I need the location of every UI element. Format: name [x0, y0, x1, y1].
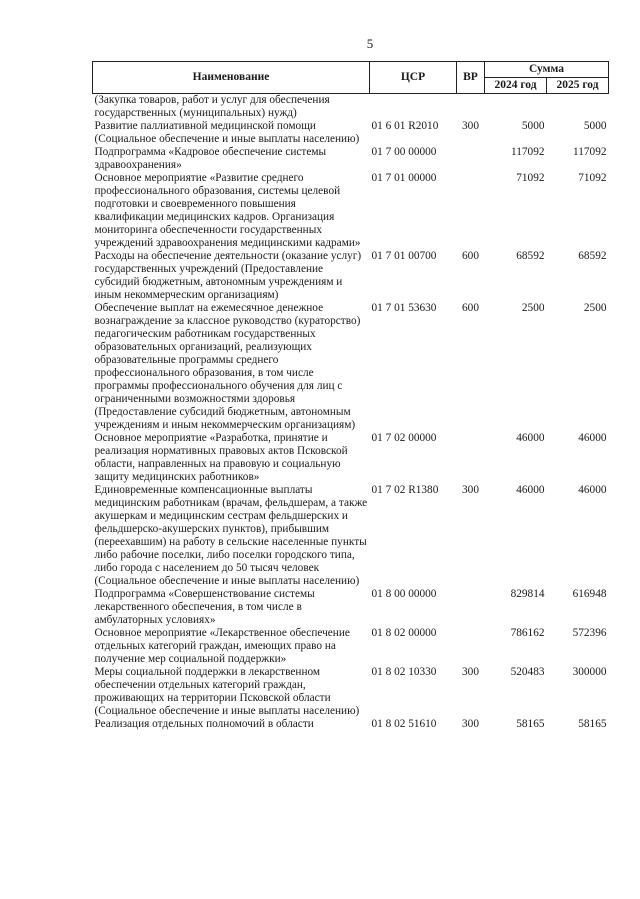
cell-name: Основное мероприятие «Разработка, принятие и реализация нормативных правовых актов Псковской области, направленных на правовую и социальную защиту медицинских работников»	[94, 432, 348, 483]
budget-table	[92, 61, 609, 731]
header-vr: ВР	[457, 62, 485, 94]
cell-sum-2024: 5000	[521, 120, 545, 132]
cell-csr: 01 7 01 00000	[371, 172, 437, 184]
cell-csr: 01 7 00 00000	[371, 146, 437, 158]
header-year-2024: 2024 год	[485, 78, 547, 94]
table-row	[93, 120, 609, 146]
cell-sum-2024: 46000	[516, 484, 545, 496]
cell-vr: 600	[462, 250, 479, 262]
cell-csr	[370, 94, 457, 121]
table-row	[93, 146, 609, 172]
table-row	[93, 250, 609, 302]
cell-sum-2025: 46000	[578, 484, 607, 496]
cell-sum-2024: 58165	[516, 718, 545, 730]
cell-csr: 01 8 02 10330	[371, 666, 437, 678]
cell-sum-2024: 520483	[510, 666, 545, 678]
table-row	[93, 627, 609, 666]
cell-vr: 600	[462, 302, 479, 314]
cell-vr	[457, 94, 485, 121]
cell-name: Развитие паллиативной медицинской помощи (Социальное обеспечение и иные выплаты населению)	[94, 120, 360, 145]
table-row	[93, 94, 609, 121]
page-number: 5	[366, 36, 374, 51]
cell-sum-2024: 71092	[516, 172, 545, 184]
cell-vr: 300	[462, 484, 479, 496]
header-name: Наименование	[93, 62, 370, 94]
cell-csr: 01 7 02 00000	[371, 432, 437, 444]
cell-sum-2025: 117092	[573, 146, 607, 158]
header-csr: ЦСР	[370, 62, 457, 94]
cell-sum-2025: 2500	[583, 302, 607, 314]
cell-sum-2025	[547, 94, 609, 121]
cell-vr: 300	[462, 718, 479, 730]
cell-sum-2025: 5000	[583, 120, 607, 132]
cell-csr: 01 6 01 R2010	[371, 120, 439, 132]
cell-sum-2024: 2500	[521, 302, 545, 314]
table-header	[93, 62, 609, 94]
cell-name: (Закупка товаров, работ и услуг для обеспечения государственных (муниципальных) нужд)	[94, 94, 330, 119]
cell-name: Обеспечение выплат на ежемесячное денежное вознаграждение за классное руководство (кураторство) педагогическим работникам государственных образовательных организаций, реализующих образовательные программы среднего профессионального образования, в том числе программы профессионального обучения для лиц с ограниченными возможностями здоровья (Предоставление субсидий бюджетным, автономным учреждениям и иным некоммерческим организациям)	[94, 302, 361, 431]
cell-sum-2025: 300000	[572, 666, 607, 678]
cell-vr	[457, 146, 485, 172]
cell-name: Единовременные компенсационные выплаты медицинским работникам (врачам, фельдшерам, а также акушеркам и медицинским сестрам фельдшерских и фельдшерско-акушерских пунктов), прибывшим (переехавшим) на работу в сельские населенные пункты либо рабочие поселки, либо поселки городского типа, либо города с населением до 50 тысяч человек (Социальное обеспечение и иные выплаты населению)	[94, 484, 368, 587]
cell-sum-2025: 58165	[578, 718, 607, 730]
header-sum: Сумма	[485, 62, 609, 78]
cell-sum-2025: 616948	[572, 588, 607, 600]
cell-vr	[457, 627, 485, 666]
cell-sum-2024: 829814	[510, 588, 545, 600]
cell-csr: 01 8 02 51610	[371, 718, 437, 730]
cell-sum-2025: 572396	[572, 627, 607, 639]
cell-sum-2025: 68592	[578, 250, 607, 262]
table-body	[93, 94, 609, 732]
cell-name: Меры социальной поддержки в лекарственном обеспечении отдельных категорий граждан, проживающих на территории Псковской области (Социальное обеспечение и иные выплаты населению)	[94, 666, 360, 717]
cell-sum-2024: 68592	[516, 250, 545, 262]
cell-name: Подпрограмма «Кадровое обеспечение системы здравоохранения»	[94, 146, 327, 171]
cell-vr	[457, 172, 485, 250]
cell-name: Основное мероприятие «Лекарственное обеспечение отдельных категорий граждан, имеющих право на получение мер социальной поддержки»	[94, 627, 350, 665]
table-row	[93, 484, 609, 588]
cell-vr	[457, 432, 485, 484]
table-row	[93, 588, 609, 627]
cell-sum-2025: 71092	[578, 172, 607, 184]
cell-name: Основное мероприятие «Развитие среднего профессионального образования, системы целевой подготовки и своевременного повышения квалификации медицинских кадров. Организация мониторинга обеспеченности государственных учреждений здравоохранения медицинскими кадрами»	[94, 172, 361, 249]
table-row	[93, 172, 609, 250]
cell-name: Подпрограмма «Совершенствование системы лекарственного обеспечения, в том числе в амбулаторных условиях»	[94, 588, 315, 626]
cell-sum-2024: 117092	[511, 146, 545, 158]
cell-sum-2024	[485, 94, 547, 121]
cell-csr: 01 7 02 R1380	[371, 484, 439, 496]
cell-csr: 01 8 02 00000	[371, 627, 437, 639]
cell-csr: 01 7 01 00700	[371, 250, 437, 262]
cell-sum-2024: 46000	[516, 432, 545, 444]
table-row	[93, 302, 609, 432]
table-row	[93, 718, 609, 731]
cell-name: Реализация отдельных полномочий в области	[94, 718, 314, 730]
header-year-2025: 2025 год	[547, 78, 609, 94]
cell-csr: 01 8 00 00000	[371, 588, 437, 600]
cell-csr: 01 7 01 53630	[371, 302, 437, 314]
table-row	[93, 666, 609, 718]
cell-vr: 300	[462, 666, 479, 678]
cell-sum-2025: 46000	[578, 432, 607, 444]
cell-vr: 300	[462, 120, 479, 132]
cell-sum-2024: 786162	[510, 627, 545, 639]
cell-vr	[457, 588, 485, 627]
table-row	[93, 432, 609, 484]
cell-name: Расходы на обеспечение деятельности (оказание услуг) государственных учреждений (Предоставление субсидий бюджетным, автономным учреждениям и иным некоммерческим организациям)	[94, 250, 362, 301]
